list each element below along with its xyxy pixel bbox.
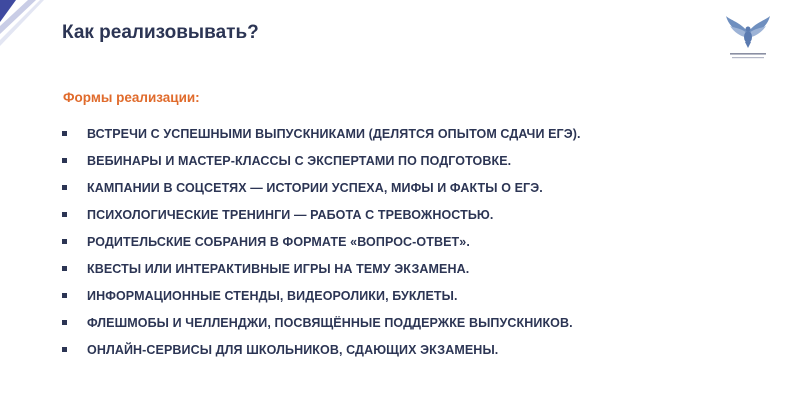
corner-decoration bbox=[0, 0, 48, 60]
list-item bbox=[62, 282, 581, 309]
logo bbox=[718, 10, 778, 64]
bullet-marker-icon bbox=[62, 158, 67, 163]
list-item-text: ФЛЕШМОБЫ И ЧЕЛЛЕНДЖИ, ПОСВЯЩЁННЫЕ ПОДДЕРЖКЕ ВЫПУСКНИКОВ. bbox=[87, 315, 573, 330]
list-item-text: КАМПАНИИ В СОЦСЕТЯХ — ИСТОРИИ УСПЕХА, МИФЫ И ФАКТЫ О ЕГЭ. bbox=[87, 180, 543, 195]
list-item bbox=[62, 201, 581, 228]
bullet-marker-icon bbox=[62, 293, 67, 298]
eagle-emblem-icon bbox=[718, 10, 778, 64]
list-item bbox=[62, 255, 581, 282]
list-item bbox=[62, 174, 581, 201]
bullet-marker-icon bbox=[62, 347, 67, 352]
bullet-marker-icon bbox=[62, 239, 67, 244]
section-heading: Формы реализации: bbox=[63, 90, 200, 105]
list-item-text: ИНФОРМАЦИОННЫЕ СТЕНДЫ, ВИДЕОРОЛИКИ, БУКЛЕТЫ. bbox=[87, 288, 458, 303]
list-item-text: ВСТРЕЧИ С УСПЕШНЫМИ ВЫПУСКНИКАМИ (ДЕЛЯТСЯ ОПЫТОМ СДАЧИ ЕГЭ). bbox=[87, 126, 581, 141]
list-item bbox=[62, 309, 581, 336]
list-item bbox=[62, 120, 581, 147]
list-item-text: ВЕБИНАРЫ И МАСТЕР-КЛАССЫ С ЭКСПЕРТАМИ ПО ПОДГОТОВКЕ. bbox=[87, 153, 512, 168]
bullet-marker-icon bbox=[62, 320, 67, 325]
bullet-marker-icon bbox=[62, 266, 67, 271]
slide-title: Как реализовывать? bbox=[62, 22, 259, 43]
list-item bbox=[62, 228, 581, 255]
bullet-marker-icon bbox=[62, 212, 67, 217]
list-item-text: ОНЛАЙН-СЕРВИСЫ ДЛЯ ШКОЛЬНИКОВ, СДАЮЩИХ ЭКЗАМЕНЫ. bbox=[87, 342, 499, 357]
list-item-text: ПСИХОЛОГИЧЕСКИЕ ТРЕНИНГИ — РАБОТА С ТРЕВОЖНОСТЬЮ. bbox=[87, 207, 494, 222]
list-item-text: РОДИТЕЛЬСКИЕ СОБРАНИЯ В ФОРМАТЕ «ВОПРОС-ОТВЕТ». bbox=[87, 234, 470, 249]
list-item bbox=[62, 336, 581, 363]
bullet-marker-icon bbox=[62, 185, 67, 190]
list-item-text: КВЕСТЫ ИЛИ ИНТЕРАКТИВНЫЕ ИГРЫ НА ТЕМУ ЭКЗАМЕНА. bbox=[87, 261, 470, 276]
list-item bbox=[62, 147, 581, 174]
bullet-marker-icon bbox=[62, 131, 67, 136]
bullet-list bbox=[62, 120, 581, 363]
